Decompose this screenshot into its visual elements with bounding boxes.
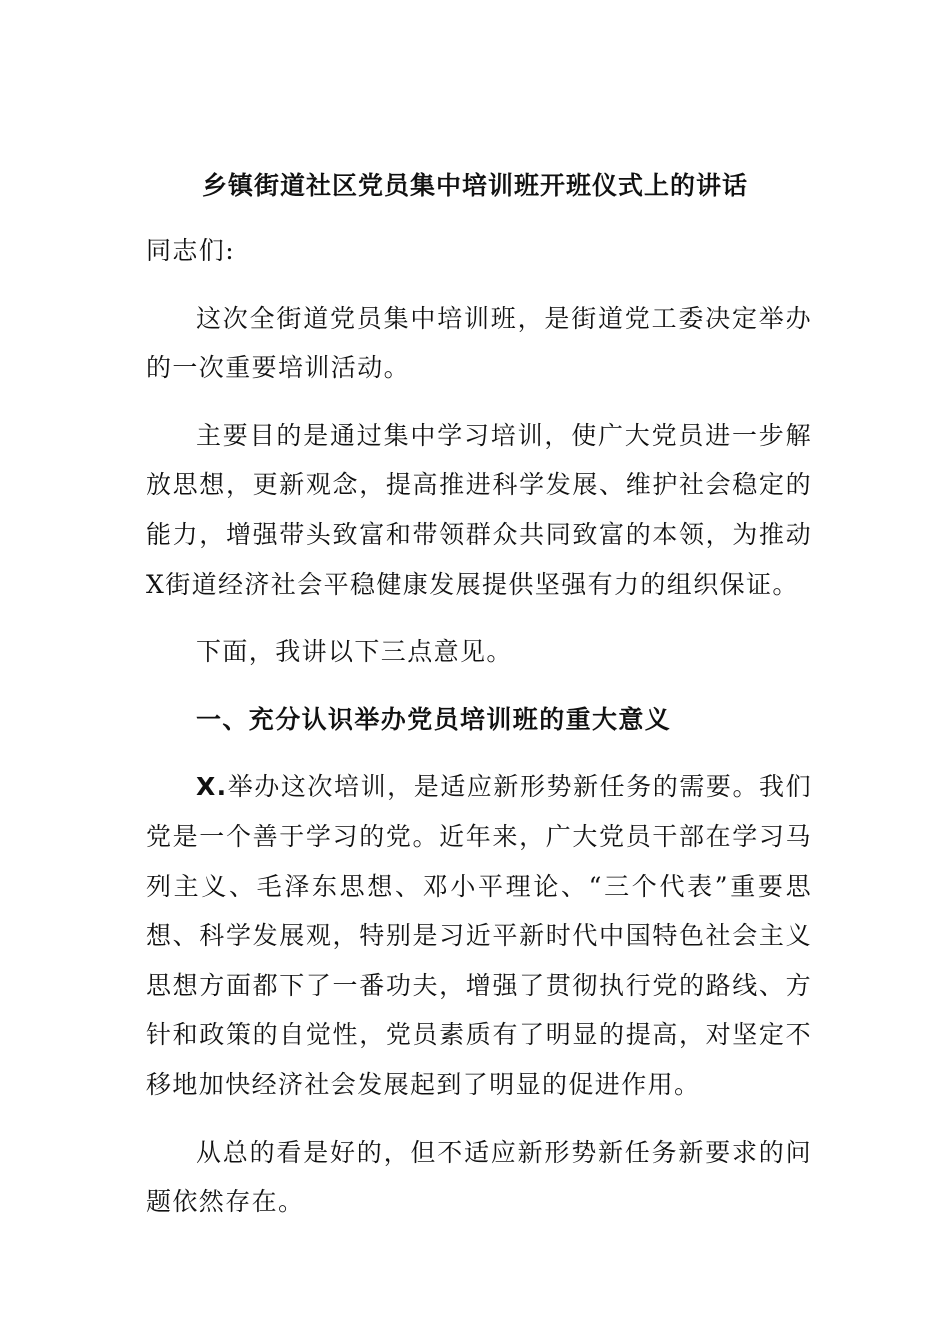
salutation: 同志们:: [146, 236, 236, 265]
section-heading: 一、充分认识举办党员培训班的重大意义: [196, 704, 672, 734]
point-1-text: 举办这次培训，是适应新形势新任务的需要。我们党是一个善于学习的党。近年来，广大党员干部在学习马列主义、毛泽东思想、邓小平理论、“三个代表”重要思想、科学发展观，特别是习近平新时代中国特色社会主义思想方面都下了一番功夫，增强了贯彻执行党的路线、方针和政策的自觉性，党员素质有了明显的提高，对坚定不移地加快经济社会发展起到了明显的促进作用。: [146, 772, 812, 1099]
document-body: [146, 226, 812, 1227]
point-1-lead: X.: [196, 772, 228, 802]
paragraph-last: 从总的看是好的，但不适应新形势新任务新要求的问题依然存在。: [146, 1137, 812, 1217]
document-title: 乡镇街道社区党员集中培训班开班仪式上的讲话: [201, 171, 748, 200]
paragraph-point-1: [146, 762, 812, 1109]
paragraph-outline: 下面，我讲以下三点意见。: [196, 637, 513, 667]
paragraph-intro: 这次全街道党员集中培训班，是街道党工委决定举办的一次重要培训活动。: [146, 303, 812, 383]
paragraph-purpose: 主要目的是通过集中学习培训，使广大党员进一步解放思想，更新观念，提高推进科学发展、维护社会稳定的能力，增强带头致富和带领群众共同致富的本领，为推动X街道经济社会平稳健康发展提供坚强有力的组织保证。: [146, 420, 812, 599]
